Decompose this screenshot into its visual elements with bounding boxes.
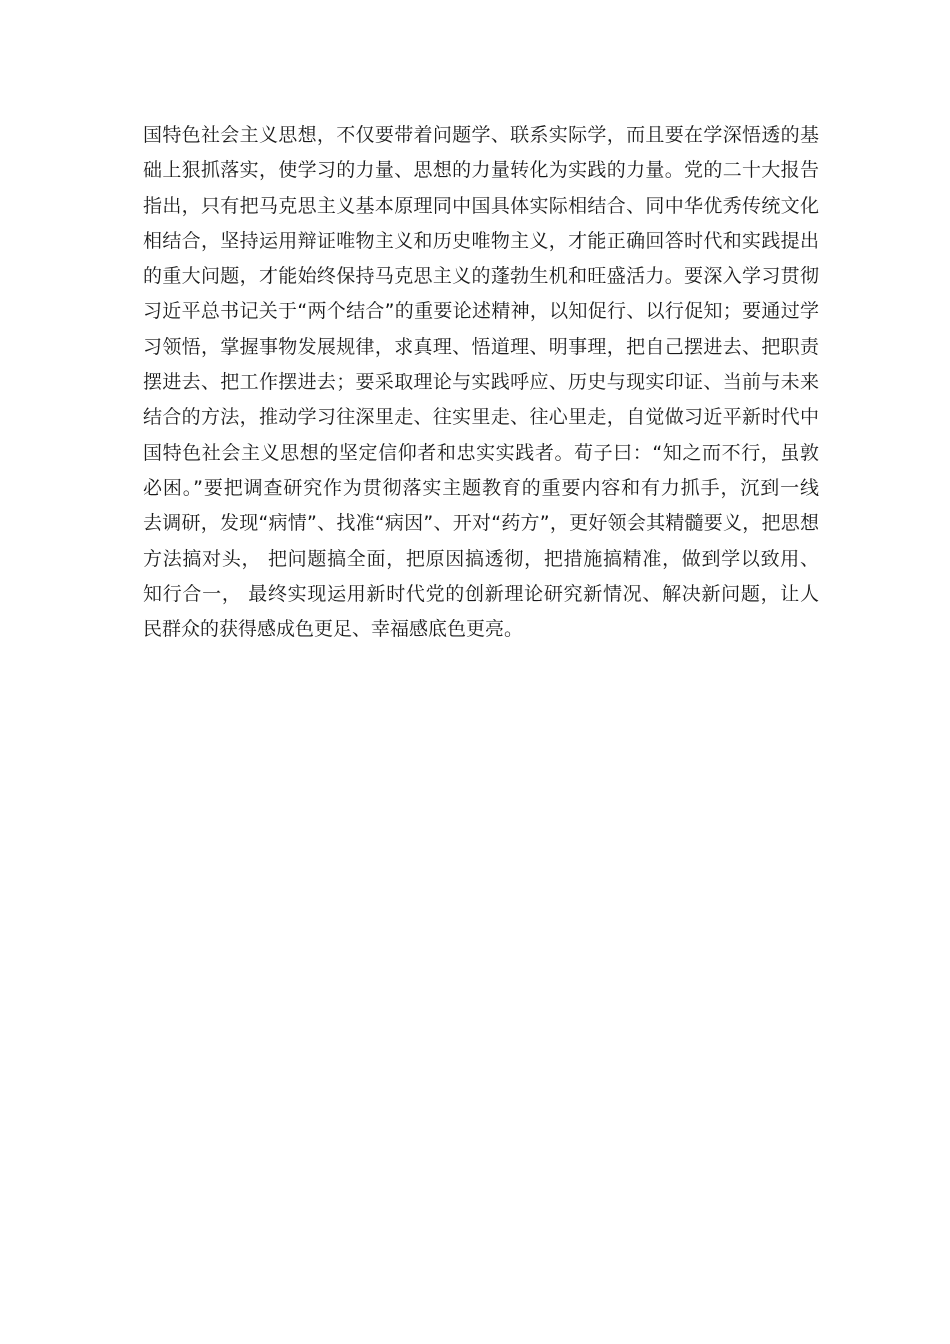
- paragraph-line-10: 国特色社会主义思想的坚定信仰者和忠实实践者。荀子曰：“知之而不行，虽敦: [143, 441, 819, 464]
- paragraph-line-5: 的重大问题，才能始终保持马克思主义的蓬勃生机和旺盛活力。要深入学习贯彻: [143, 265, 819, 288]
- paragraph-line-15: 民群众的获得感成色更足、幸福感底色更亮。: [143, 618, 524, 641]
- paragraph-line-7: 习领悟，掌握事物发展规律，求真理、悟道理、明事理，把自己摆进去、把职责: [143, 335, 819, 358]
- body-paragraph: [143, 118, 819, 647]
- paragraph-line-8: 摆进去、把工作摆进去；要采取理论与实践呼应、历史与现实印证、当前与未来: [143, 371, 819, 394]
- paragraph-line-4: 相结合，坚持运用辩证唯物主义和历史唯物主义，才能正确回答时代和实践提出: [143, 229, 819, 252]
- paragraph-line-6: 习近平总书记关于“两个结合”的重要论述精神，以知促行、以行促知；要通过学: [143, 300, 819, 323]
- paragraph-line-1: 国特色社会主义思想，不仅要带着问题学、联系实际学，而且要在学深悟透的基: [143, 124, 819, 146]
- paragraph-line-14: 知行合一， 最终实现运用新时代党的创新理论研究新情况、解决新问题，让人: [143, 582, 819, 605]
- paragraph-line-3: 指出，只有把马克思主义基本原理同中国具体实际相结合、同中华优秀传统文化: [143, 194, 819, 217]
- paragraph-line-2: 础上狠抓落实，使学习的力量、思想的力量转化为实践的力量。党的二十大报告: [143, 159, 819, 182]
- paragraph-line-12: 去调研，发现“病情”、找准“病因”、开对“药方”，更好领会其精髓要义，把思想: [143, 512, 819, 535]
- paragraph-line-13: 方法搞对头， 把问题搞全面，把原因搞透彻，把措施搞精准，做到学以致用、: [143, 547, 819, 570]
- paragraph-line-9: 结合的方法，推动学习往深里走、往实里走、往心里走，自觉做习近平新时代中: [143, 406, 819, 429]
- paragraph-line-11: 必困。”要把调查研究作为贯彻落实主题教育的重要内容和有力抓手，沉到一线: [143, 476, 819, 499]
